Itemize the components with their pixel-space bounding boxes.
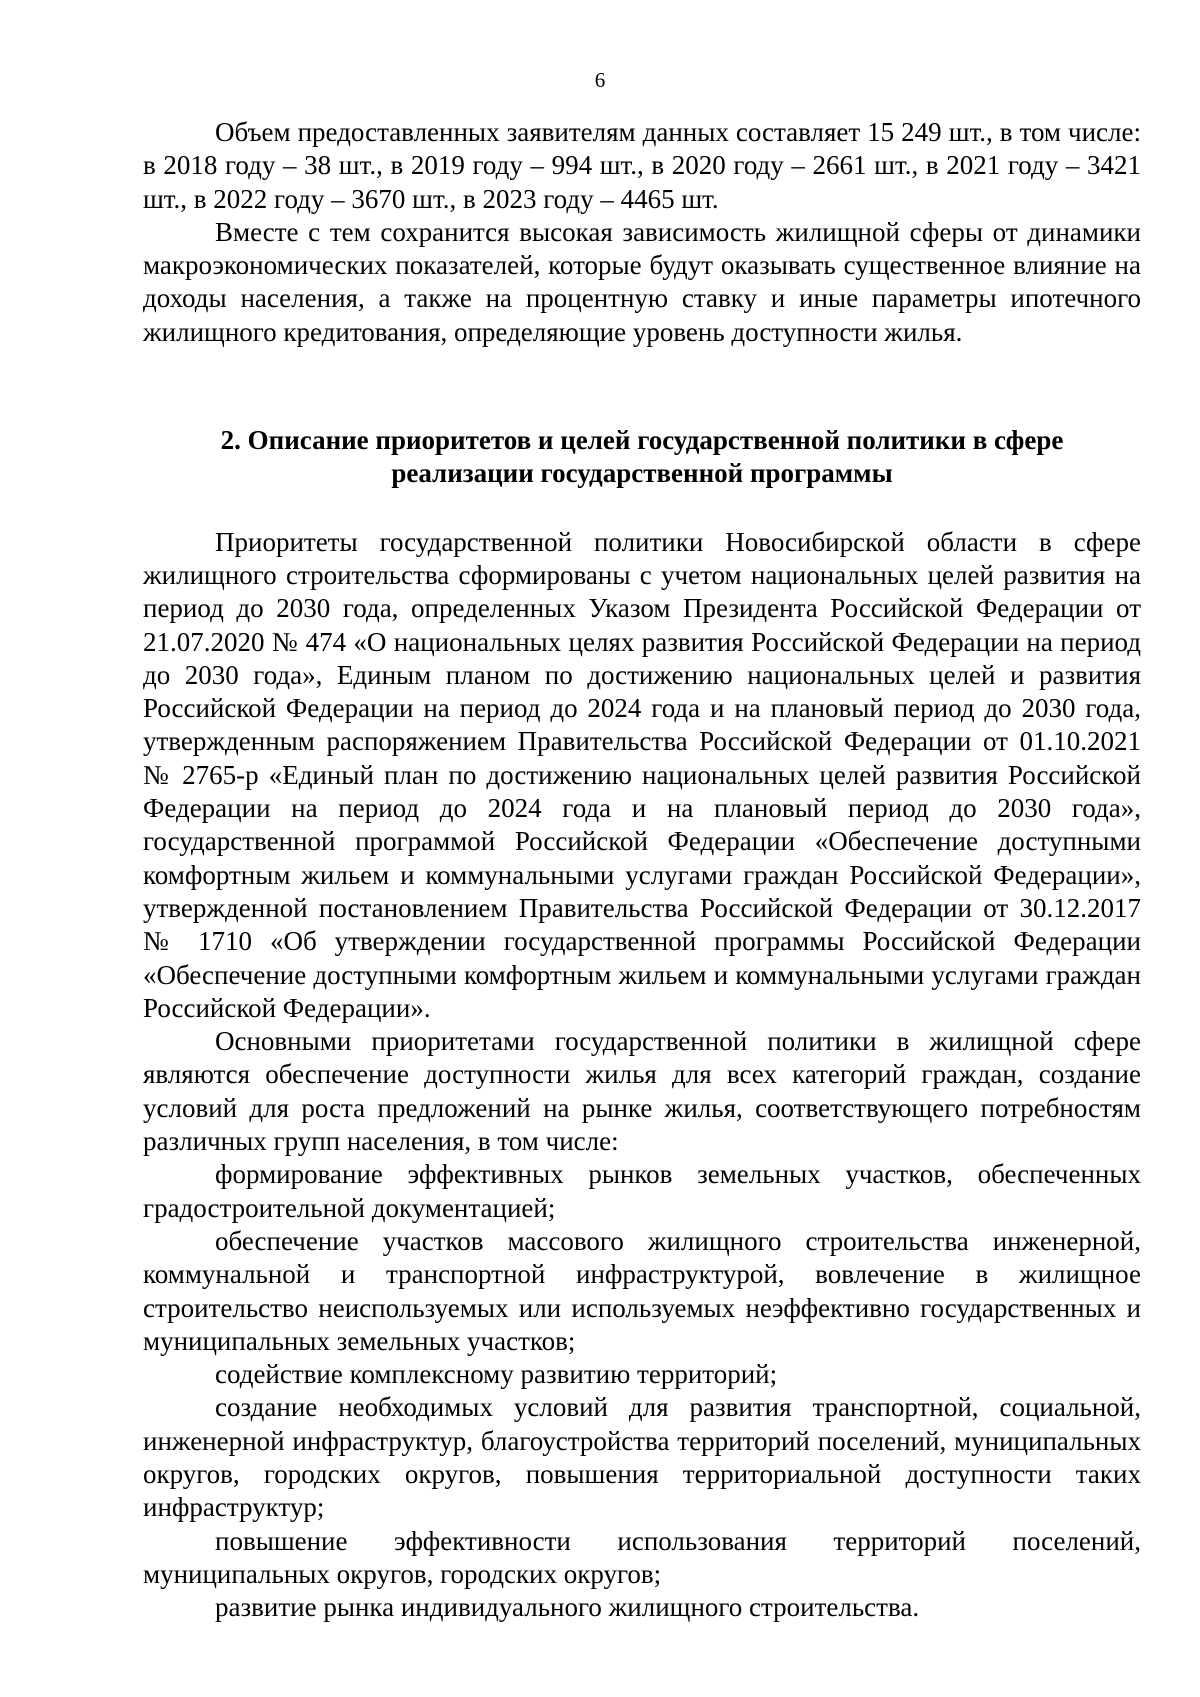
priority-list-item: содействие комплексному развитию территорий; <box>215 1359 778 1390</box>
section-paragraph: Основными приоритетами государственной политики в жилищной сфере являются обеспечение доступности жилья для всех категорий граждан, создание условий для роста предложений на рынке жилья, соответствующего потребностям различных групп населения, в том числе: <box>143 1026 1141 1157</box>
section-paragraph: Приоритеты государственной политики Новосибирской области в сфере жилищного строительства сформированы с учетом национальных целей развития на период до 2030 года, определенных Указом Президента Российской Федерации от 21.07.2020 № 474 «О национальных целях развития Российской Федерации на период до 2030 года», Единым планом по достижению национальных целей и развития Российской Федерации на период до 2024 года и на плановый период до 2030 года, утвержденным распоряжением Правительства Российской Федерации от 01.10.2021 № 2765-р «Единый план по достижению национальных целей развития Российской Федерации на период до 2024 года и на плановый период до 2030 года», государственной программой Российской Федерации «Обеспечение доступными комфортным жильем и коммунальными услугами граждан Российской Федерации», утвержденной постановлением Правительства Российской Федерации от 30.12.2017 № 1710 «Об утверждении государственной программы Российской Федерации «Обеспечение доступными комфортным жильем и коммунальными услугами граждан Российской Федерации». <box>143 526 1141 1023</box>
title-spacer <box>143 491 1141 526</box>
section-title: 2. Описание приоритетов и целей государственной политики в сфере реализации государственной программы <box>220 425 1064 489</box>
section-spacer <box>143 349 1141 424</box>
priority-list-item: развитие рынка индивидуального жилищного строительства. <box>215 1592 920 1623</box>
priority-list-item: формирование эффективных рынков земельных участков, обеспеченных градостроительной документацией; <box>143 1159 1141 1223</box>
priority-list-item: создание необходимых условий для развития транспортной, социальной, инженерной инфраструктур, благоустройства территорий поселений, муниципальных округов, городских округов, повышения территориальной доступности таких инфраструктур; <box>143 1392 1141 1523</box>
page-content <box>143 116 1141 1624</box>
priority-list-item: повышение эффективности использования территорий поселений, муниципальных округов, городских округов; <box>143 1525 1141 1589</box>
intro-paragraph: Вместе с тем сохранится высокая зависимость жилищной сферы от динамики макроэкономических показателей, которые будут оказывать существенное влияние на доходы населения, а также на процентную ставку и иные параметры ипотечного жилищного кредитования, определяющие уровень доступности жилья. <box>143 216 1141 347</box>
page-number: 6 <box>594 68 606 92</box>
priority-list-item: обеспечение участков массового жилищного строительства инженерной, коммунальной и транспортной инфраструктурой, вовлечение в жилищное строительство неиспользуемых или используемых неэффективно государственных и муниципальных земельных участков; <box>143 1225 1141 1356</box>
intro-paragraph: Объем предоставленных заявителям данных составляет 15 249 шт., в том числе: в 2018 году – 38 шт., в 2019 году – 994 шт., в 2020 году – 2661 шт., в 2021 году – 3421 шт., в 2022 году – 3670 шт., в 2023 году – 4465 шт. <box>143 117 1141 214</box>
